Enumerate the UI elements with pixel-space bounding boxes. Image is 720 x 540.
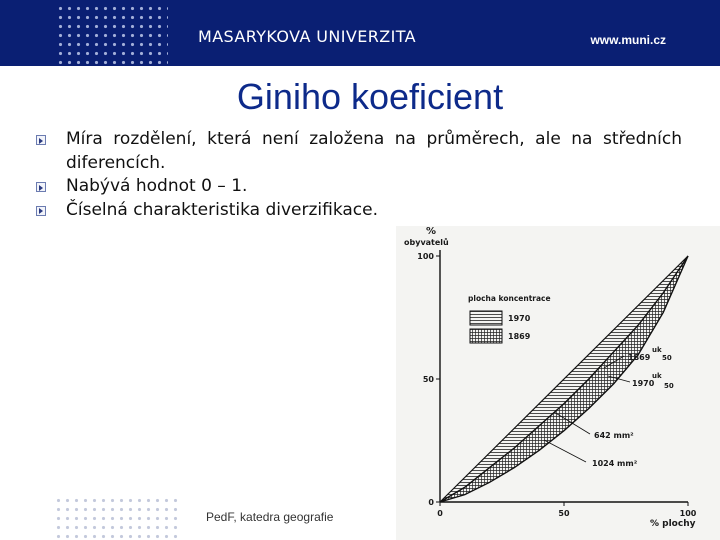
annotation-leader-1024 [544,440,586,462]
legend-swatch-1869 [470,329,502,343]
legend-title: plocha koncentrace [468,294,551,303]
header-bar [0,0,720,66]
y-axis-label: obyvatelů [404,238,449,247]
annotation-1970-label: 1970 [632,379,655,388]
annotation-area-642: 642 mm² [594,431,634,440]
bullet-item [32,175,682,199]
annotation-1869-label: 1869 [628,353,651,362]
x-tick-label: 100 [679,509,697,518]
university-url[interactable]: www.muni.cz [590,33,666,47]
x-axis-label: % plochy [650,519,696,529]
lorenz-curve-figure [396,226,720,540]
x-tick-label: 0 [437,509,443,518]
y-tick-label: 100 [417,252,434,261]
footer-dot-grid [54,496,180,540]
bullet-item [32,128,682,175]
university-name: MASARYKOVA UNIVERZITA [198,27,417,46]
lorenz-chart-svg [396,226,720,540]
x-tick-label: 50 [558,509,570,518]
annotation-1970-uk: uk [652,372,662,380]
bullet-text: Číselná charakteristika diverzifikace. [66,199,379,220]
legend-label-1869: 1869 [508,332,531,341]
bullet-list [32,128,682,222]
bullet-text: Míra rozdělení, která není založena na průměrech, ale na středních diferencích. [66,129,682,173]
y-axis-unit: % [426,226,437,237]
legend-swatch-1970 [470,311,502,325]
annotation-1869-uk-value: 50 [662,354,672,362]
y-tick-label: 50 [422,375,434,384]
bullet-arrow-icon [36,206,46,216]
y-tick-label: 0 [428,498,434,507]
legend-label-1970: 1970 [508,314,531,323]
annotation-1869-uk: uk [652,346,662,354]
bullet-item [32,199,682,223]
slide-title: Giniho koeficient [236,76,504,117]
dot-grid-logo [56,4,168,66]
annotation-area-1024: 1024 mm² [592,459,638,468]
bullet-text: Nabývá hodnot 0 – 1. [66,176,248,196]
annotation-1970-uk-value: 50 [664,382,674,390]
bullet-arrow-icon [36,135,46,145]
bullet-arrow-icon [36,182,46,192]
footer-text: PedF, katedra geografie [206,510,334,524]
